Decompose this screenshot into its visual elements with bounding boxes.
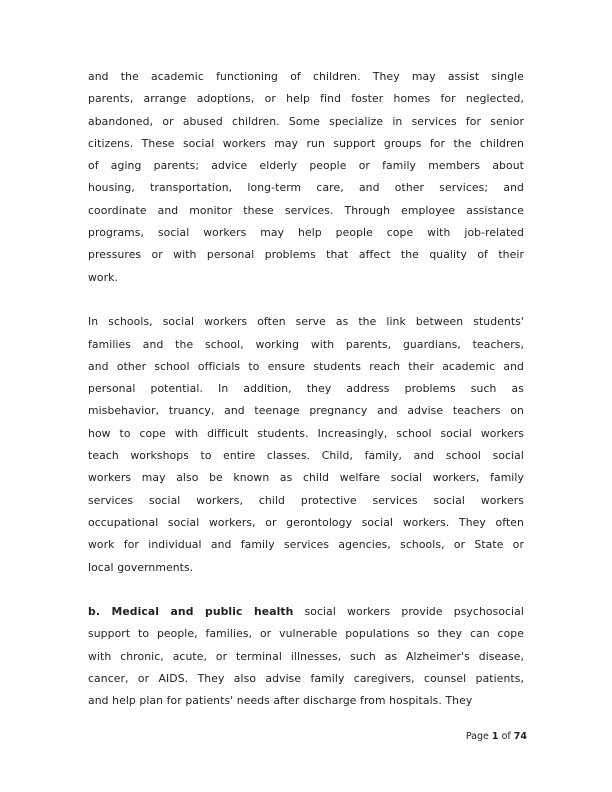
- section-heading-bold: b. Medical and public health: [88, 605, 294, 619]
- document-body: [88, 66, 524, 713]
- text-line: cancer, or AIDS. They also advise family caregivers, counsel patients,: [88, 672, 524, 686]
- text-line: In schools, social workers often serve as the link between students': [88, 315, 524, 329]
- text-line: of aging parents; advice elderly people or family members about: [88, 159, 524, 173]
- text-line: abandoned, or abused children. Some specialize in services for senior: [88, 114, 524, 128]
- text-line: personal potential. In addition, they address problems such as: [88, 382, 524, 396]
- paragraph-medical-public-health: [88, 601, 524, 712]
- footer-page-label: Page: [465, 731, 489, 742]
- text-run: social workers provide psychosocial: [293, 605, 524, 619]
- text-line: with chronic, acute, or terminal illnesses, such as Alzheimer's disease,: [88, 649, 524, 663]
- paragraph-school-social-workers: [88, 311, 524, 579]
- text-line: and the academic functioning of children. They may assist single: [88, 70, 524, 83]
- text-line: and help plan for patients' needs after discharge from hospitals. They: [88, 694, 473, 708]
- text-line: support to people, families, or vulnerable populations so they can cope: [88, 627, 524, 641]
- footer-of-label: of: [501, 731, 511, 742]
- text-line: [88, 601, 524, 623]
- text-line: how to cope with difficult students. Increasingly, school social workers: [88, 426, 524, 440]
- page-footer: [466, 730, 527, 743]
- text-line: pressures or with personal problems that affect the quality of their: [88, 248, 524, 262]
- text-line: work for individual and family services agencies, schools, or State or: [88, 538, 524, 552]
- text-line: services social workers, child protective services social workers: [88, 493, 524, 507]
- text-line: occupational social workers, or gerontology social workers. They often: [88, 515, 524, 529]
- paragraph-family-services: [88, 66, 524, 289]
- text-line: citizens. These social workers may run support groups for the children: [88, 136, 524, 150]
- footer-total-pages: 74: [513, 731, 527, 742]
- footer-page-number: 1: [491, 731, 499, 742]
- text-line: families and the school, working with parents, guardians, teachers,: [88, 337, 524, 351]
- text-line: programs, social workers may help people cope with job-related: [88, 226, 524, 240]
- text-line: work.: [88, 270, 119, 284]
- text-line: teach workshops to entire classes. Child, family, and school social: [88, 449, 524, 463]
- text-line: misbehavior, truancy, and teenage pregnancy and advise teachers on: [88, 404, 524, 418]
- text-line: workers may also be known as child welfare social workers, family: [88, 471, 524, 485]
- text-line: housing, transportation, long-term care, and other services; and: [88, 181, 524, 195]
- text-line: and other school officials to ensure students reach their academic and: [88, 359, 524, 373]
- text-line: parents, arrange adoptions, or help find foster homes for neglected,: [88, 92, 524, 106]
- text-line: local governments.: [88, 560, 194, 574]
- text-line: coordinate and monitor these services. Through employee assistance: [88, 203, 524, 217]
